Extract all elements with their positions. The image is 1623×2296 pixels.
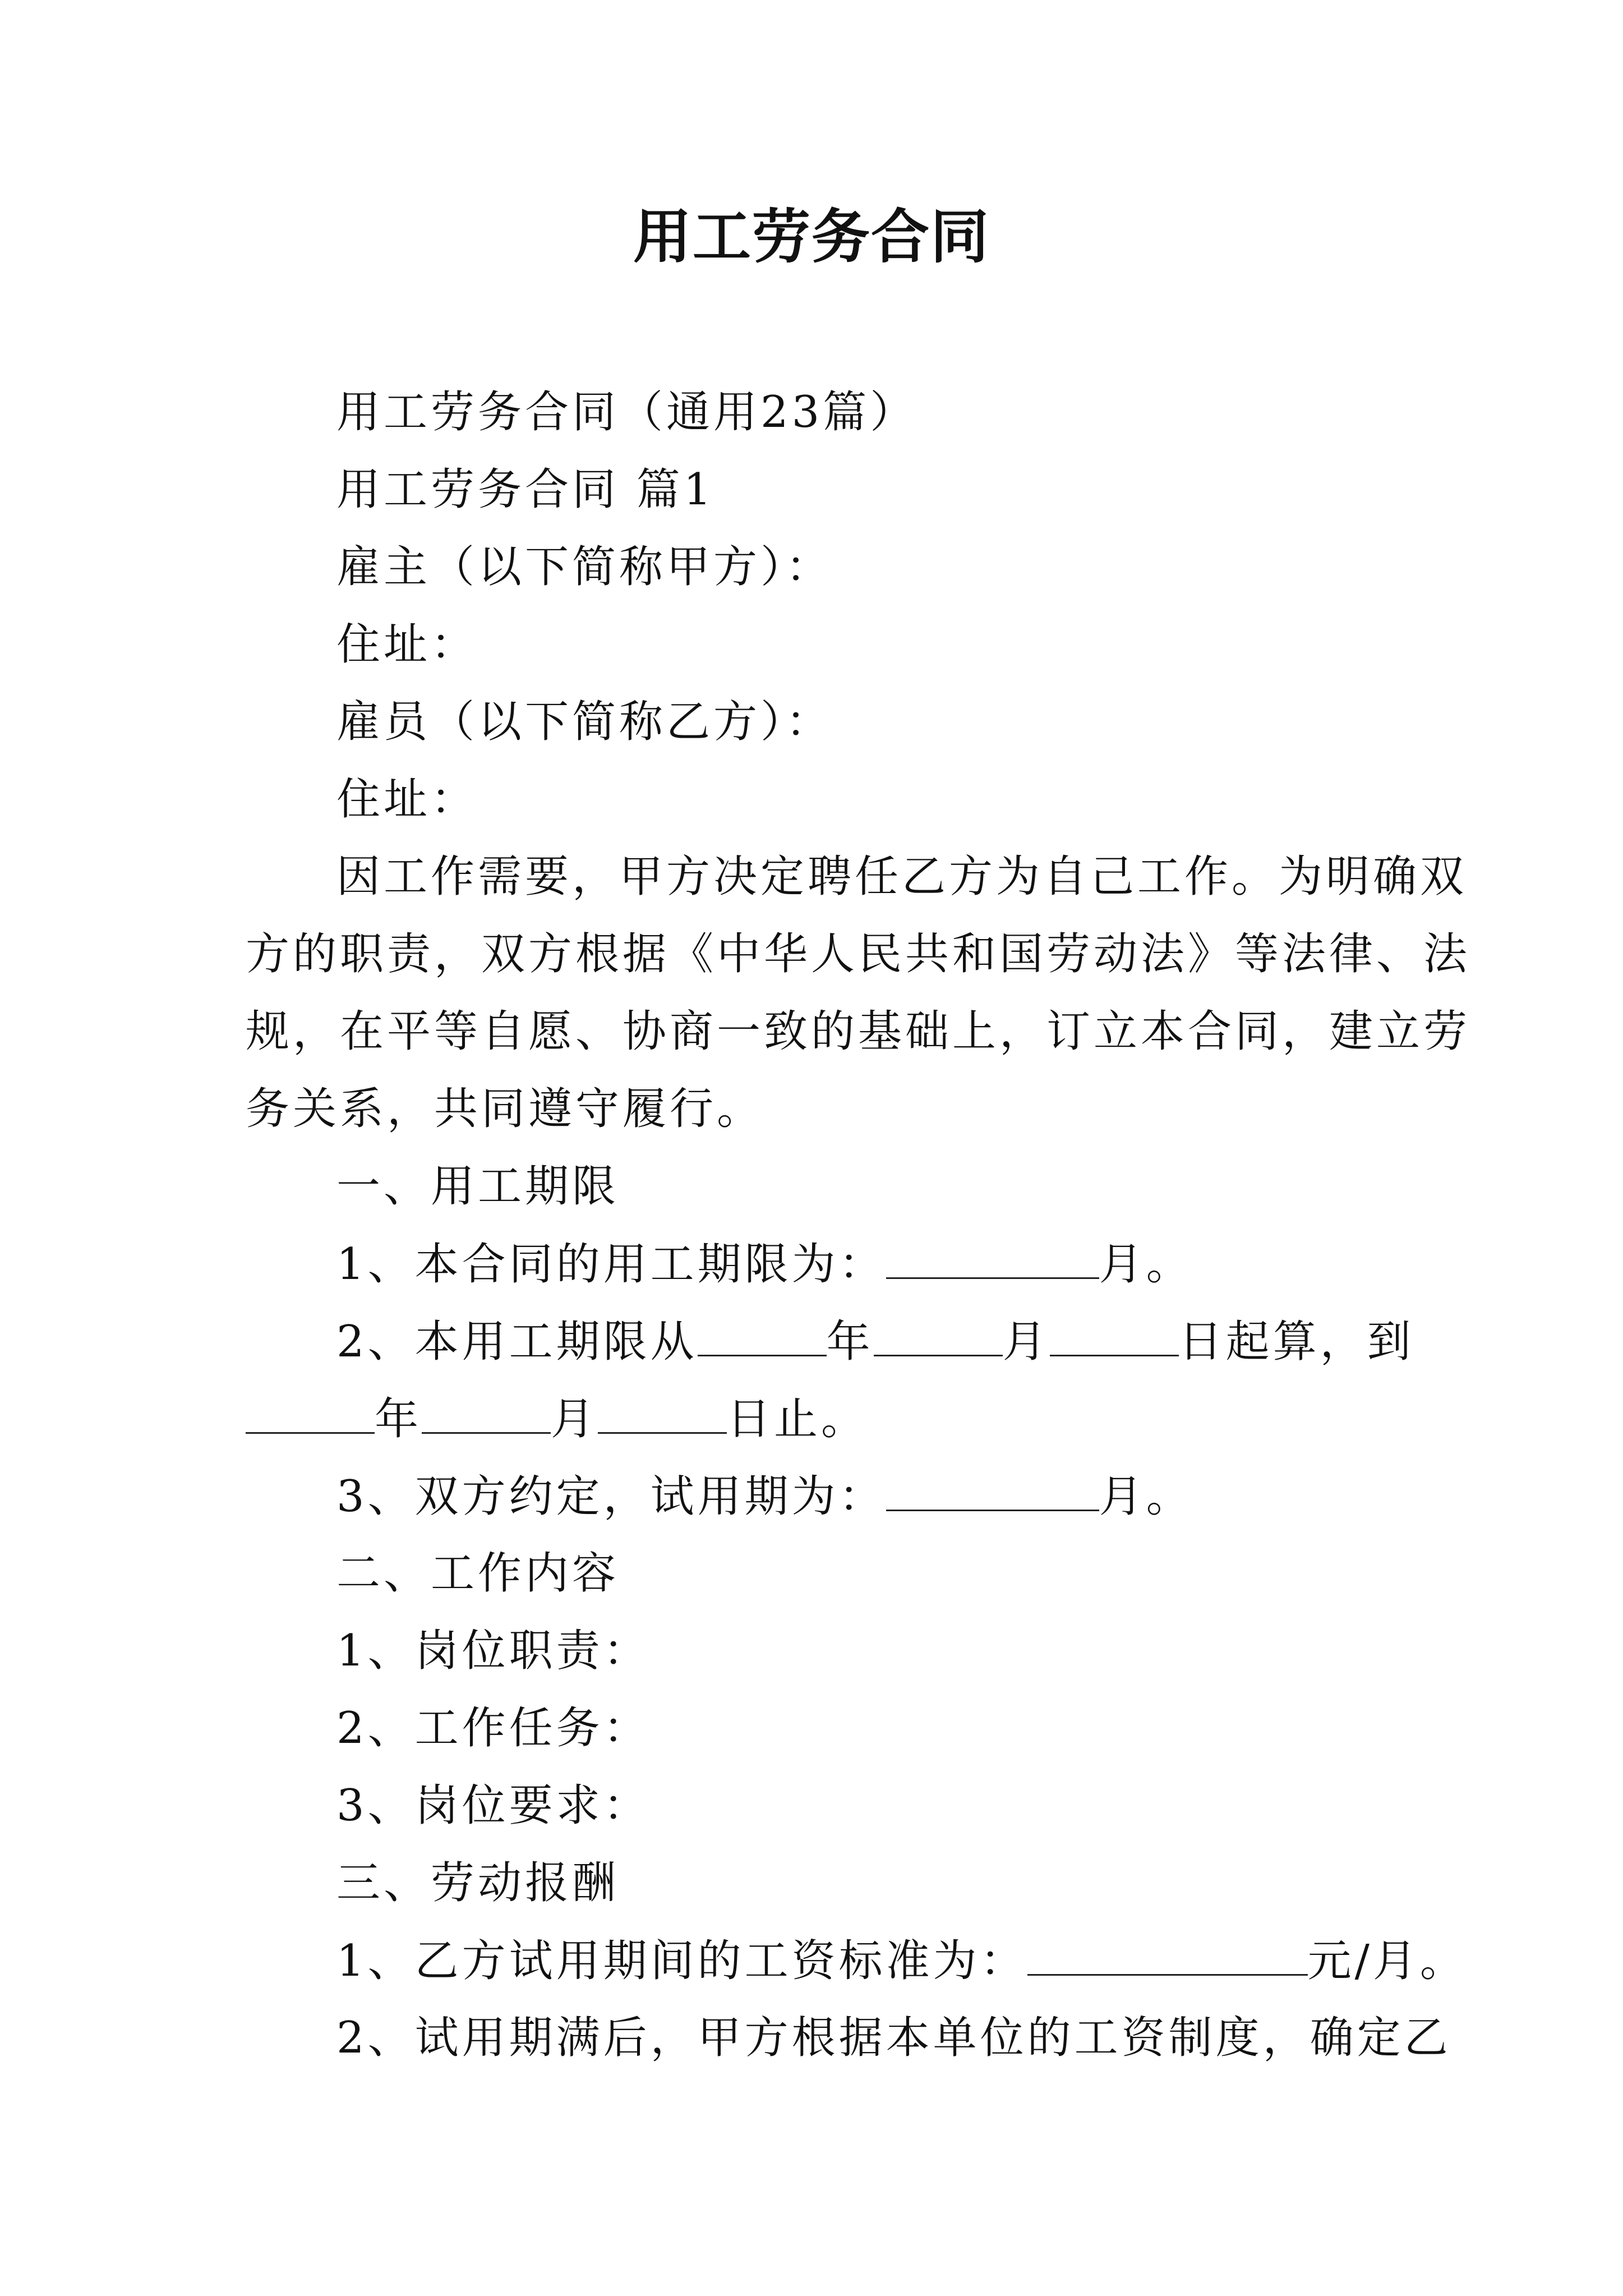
fill-in-blank[interactable] xyxy=(886,1468,1099,1511)
clause-text: 1、乙方试用期间的工资标准为： xyxy=(336,1936,1027,1986)
employee-line: 雇员（以下简称乙方）： xyxy=(336,697,833,747)
clause-text: 年 xyxy=(826,1317,874,1367)
clause-text: 1、本合同的用工期限为： xyxy=(336,1239,886,1290)
fill-in-blank[interactable] xyxy=(886,1236,1099,1279)
clause-line xyxy=(336,1236,1193,1292)
clause-text: 2、本用工期限从 xyxy=(336,1317,698,1367)
subtitle-line: 用工劳务合同（通用23篇） xyxy=(336,387,917,438)
clause-line: 2、试用期满后，甲方根据本单位的工资制度，确定乙 xyxy=(336,2013,1451,2063)
employee-address-line: 住址： xyxy=(336,774,478,825)
clause-line xyxy=(336,1932,1467,1989)
section-heading: 一、用工期限 xyxy=(336,1161,620,1212)
clause-text: 年 xyxy=(375,1394,422,1444)
clause-line: 1、岗位职责： xyxy=(336,1626,651,1676)
paragraph-line: 因工作需要，甲方决定聘任乙方为自己工作。为明确双 xyxy=(336,852,1468,902)
employer-line: 雇主（以下简称甲方）： xyxy=(336,542,833,592)
fill-in-blank[interactable] xyxy=(1050,1313,1179,1356)
section-heading: 二、工作内容 xyxy=(336,1548,620,1599)
clause-line xyxy=(246,1391,868,1447)
paragraph-line: 务关系，共同遵守履行。 xyxy=(246,1084,764,1134)
clause-line: 2、工作任务： xyxy=(336,1703,651,1754)
section-heading-line: 用工劳务合同 篇1 xyxy=(336,464,715,515)
clause-line xyxy=(336,1468,1193,1525)
clause-text: 月。 xyxy=(1099,1471,1193,1522)
fill-in-blank[interactable] xyxy=(422,1391,551,1434)
clause-text: 元/月。 xyxy=(1307,1936,1467,1986)
clause-text: 月。 xyxy=(1099,1239,1193,1290)
clause-text: 日起算，到 xyxy=(1178,1317,1414,1367)
employer-address-line: 住址： xyxy=(336,619,478,670)
fill-in-blank[interactable] xyxy=(246,1391,375,1434)
clause-text: 日止。 xyxy=(727,1394,869,1444)
fill-in-blank[interactable] xyxy=(1027,1932,1308,1976)
paragraph-line: 方的职责，双方根据《中华人民共和国劳动法》等法律、法 xyxy=(246,929,1471,979)
clause-line xyxy=(336,1313,1414,1370)
clause-text: 3、双方约定，试用期为： xyxy=(336,1471,886,1522)
clause-line: 3、岗位要求： xyxy=(336,1780,651,1831)
fill-in-blank[interactable] xyxy=(698,1313,827,1356)
paragraph-line: 规，在平等自愿、协商一致的基础上，订立本合同，建立劳 xyxy=(246,1006,1471,1057)
fill-in-blank[interactable] xyxy=(874,1313,1003,1356)
document-title: 用工劳务合同 xyxy=(633,202,990,271)
section-heading: 三、劳动报酬 xyxy=(336,1858,620,1908)
clause-text: 月 xyxy=(551,1394,598,1444)
fill-in-blank[interactable] xyxy=(598,1391,727,1434)
clause-text: 月 xyxy=(1002,1317,1050,1367)
